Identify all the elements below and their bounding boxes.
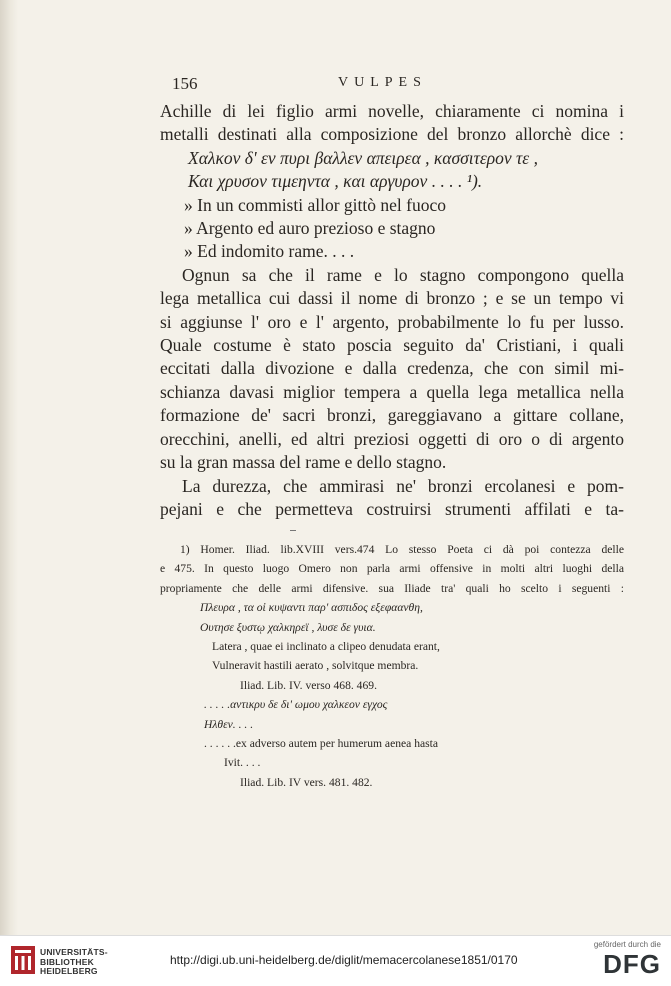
text-line: su la gran massa del rame e dello stagno. xyxy=(160,452,447,473)
footnote-citation: Iliad. Lib. IV vers. 481. 482. xyxy=(240,775,373,789)
greek-verse-line: Χαλκον δ' εν πυρι βαλλεν απειρεα , κασσιτερον τε , xyxy=(188,147,538,168)
footnote-greek-line: Ουτησε ξυστῳ χαλκηρεϊ , λυσε δε γυια. xyxy=(200,620,376,634)
footnote-greek-line: . . . . .αντικρυ δε δι' ωμου χαλκεον εγχος xyxy=(204,698,388,712)
text-line: si aggiunse l' oro e l' argento, probabilmente lo fu per lusso. xyxy=(160,311,624,332)
text-line: Ognun sa che il rame e lo stagno compongono quella xyxy=(182,264,624,285)
quote-line: » In un commisti allor gittò nel fuoco xyxy=(184,194,446,215)
library-name-line: UNIVERSITÄTS- xyxy=(40,947,108,957)
text-line: formazione de' sacri bronzi, gareggiavano a gittare collane, xyxy=(160,405,624,426)
footnote-line: propriamente che delle armi difensive. sua Iliade tra' quali ho scelto i seguenti : xyxy=(160,581,624,595)
page-gutter-shadow xyxy=(0,0,18,935)
text-line: La durezza, che ammirasi ne' bronzi ercolanesi e pom- xyxy=(182,475,624,496)
library-name[interactable] xyxy=(40,948,108,977)
quote-line: » Argento ed auro prezioso e stagno xyxy=(184,218,436,239)
footnote-line: Ivit. . . . xyxy=(224,756,261,770)
running-title: VULPES xyxy=(338,75,427,90)
text-line: metalli destinati alla composizione del bronzo allorchè dice : xyxy=(160,124,624,145)
footnote-citation: Iliad. Lib. IV. verso 468. 469. xyxy=(240,678,377,692)
dfg-logo: DFG xyxy=(603,949,661,979)
text-line: eccitati dalla divozione e dalla credenza, che con simil mi- xyxy=(160,358,624,379)
permalink-url[interactable]: http://digi.ub.uni-heidelberg.de/diglit/memacercolanese1851/0170 xyxy=(170,953,518,967)
text-line: schianza davasi miglior tempera a quella lega metallica nella xyxy=(160,381,624,402)
footnote-line: e 475. In questo luogo Omero non parla armi offensive in molti altri luoghi della xyxy=(160,562,624,576)
greek-verse-line: Και χρυσον τιμεηντα , και αργυρον . . . . ¹). xyxy=(188,171,483,192)
funder-caption: gefördert durch die xyxy=(593,940,661,949)
footnote-greek-line: Πλευρα , τα οἱ κυψαντι παρ' ασπιδος εξεφαανθη, xyxy=(200,601,423,615)
footnote-line: Vulneravit hastili aerato , solvitque membra. xyxy=(212,659,419,673)
footnote-line: 1) Homer. Iliad. lib.XVIII vers.474 Lo stesso Poeta ci dà poi contezza delle xyxy=(180,543,624,556)
library-name-line: BIBLIOTHEK xyxy=(40,956,94,967)
funder-block[interactable] xyxy=(594,940,661,979)
text-line: pejani e che permetteva costruirsi strumenti affilati e ta- xyxy=(160,498,624,519)
footnote-separator xyxy=(290,530,296,531)
text-line: Quale costume è stato poscia seguito da' Cristiani, i quali xyxy=(160,335,624,356)
footnotes xyxy=(160,540,624,792)
library-name-line: HEIDELBERG xyxy=(40,966,98,976)
quote-line: » Ed indomito rame. . . . xyxy=(184,241,355,262)
text-line: lega metallica cui dassi il nome di bronzo ; e se un tempo vi xyxy=(160,288,624,309)
university-library-logo-icon[interactable] xyxy=(10,944,36,976)
text-line: orecchini, anelli, ed altri preziosi oggetti di oro o di argento xyxy=(160,428,624,449)
main-text xyxy=(160,100,624,521)
text-line: Achille di lei figlio armi novelle, chiaramente ci nomina i xyxy=(160,101,624,121)
footnote-greek-line: Ηλθεν. . . . xyxy=(204,717,254,731)
page-number: 156 xyxy=(172,74,198,93)
footnote-line: Latera , quae ei inclinato a clipeo denudata erant, xyxy=(212,640,440,654)
footnote-line: . . . . . .ex adverso autem per humerum aenea hasta xyxy=(204,737,439,751)
viewer-footer xyxy=(0,935,671,986)
